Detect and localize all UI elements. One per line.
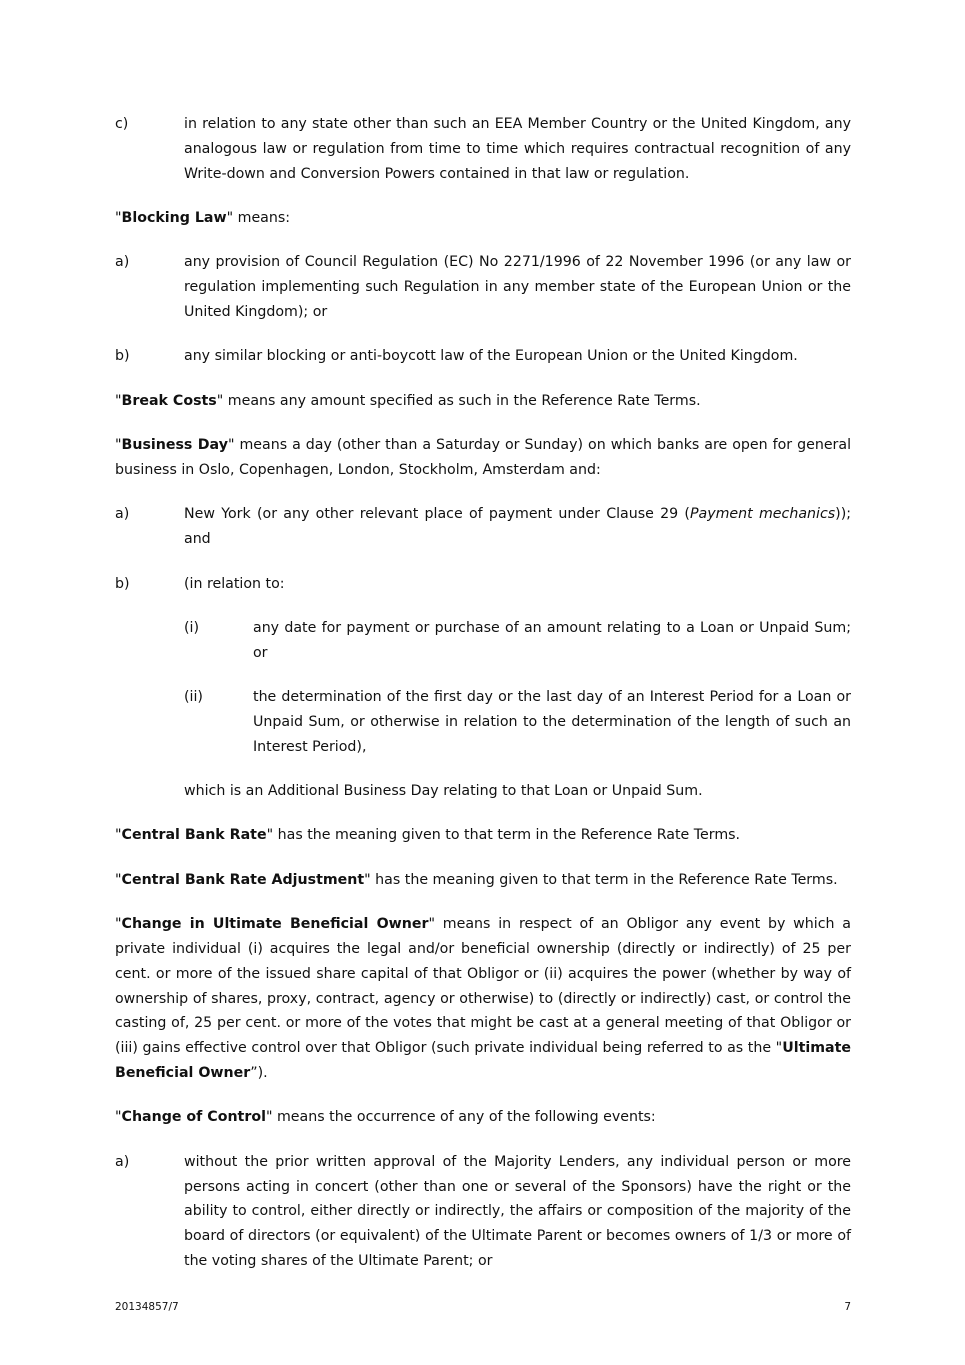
list-item-text: New York (or any other relevant place of payment under Clause 29 (	[184, 506, 690, 523]
quote-mark: "	[115, 1109, 122, 1126]
defined-term: Change of Control	[121, 1109, 266, 1126]
list-marker: a)	[115, 1153, 130, 1170]
defined-term: Central Bank Rate	[121, 827, 267, 844]
sub-item-i	[115, 616, 851, 666]
page-number: 7	[844, 1301, 851, 1313]
definition-change-in-ubo	[115, 912, 851, 1086]
sub-item-ii	[115, 685, 851, 759]
document-page	[115, 112, 851, 1293]
definition-text: ”).	[250, 1065, 268, 1082]
defined-term: Break Costs	[121, 392, 217, 409]
definition-central-bank-rate	[115, 823, 851, 848]
list-item-text: (in relation to:	[184, 575, 285, 592]
list-marker: b)	[115, 575, 130, 592]
quote-mark: "	[115, 827, 122, 844]
quote-mark: "	[115, 871, 122, 888]
sub-marker: (ii)	[184, 689, 203, 706]
quote-mark: "	[115, 437, 122, 454]
list-item-a	[115, 502, 851, 552]
continuation-text: which is an Additional Business Day relating to that Loan or Unpaid Sum.	[184, 783, 703, 800]
defined-term: Blocking Law	[121, 209, 227, 226]
list-item-text: without the prior written approval of the Majority Lenders, any individual person or more persons acting in concert (other than one or several of the Sponsors) have the right or the ability to control, either directly or indirectly, the affairs or composition of the majority of the board of directors (or equivalent) of the Ultimate Parent or becomes owners of 1/3 or more of the voting shares of the Ultimate Parent; or	[184, 1153, 851, 1269]
definition-blocking-law	[115, 206, 851, 231]
definition-text: " has the meaning given to that term in the Reference Rate Terms.	[266, 827, 741, 844]
list-item-b	[115, 344, 851, 369]
defined-term: Change in Ultimate Beneficial Owner	[121, 916, 429, 933]
definition-text: " means in respect of an Obligor any event by which a private individual (i) acquires the legal and/or beneficial ownership (directly or indirectly) of 25 per cent. or more of the issued share capital of that Obligor or (ii) acquires the power (whether by way of ownership of shares, proxy, contract, agency or otherwise) to (directly or indirectly) cast, or control the casting of, 25 per cent. or more of the votes that might be cast at a general meeting of that Obligor or (iii) gains effective control over that Obligor (such private individual being referred to as the "	[115, 916, 851, 1057]
defined-term: Central Bank Rate Adjustment	[121, 871, 365, 888]
definition-text: " means a day (other than a Saturday or Sunday) on which banks are open for general business in Oslo, Copenhagen, London, Stockholm, Amsterdam and:	[115, 437, 852, 478]
list-item-text: any provision of Council Regulation (EC) No 2271/1996 of 22 November 1996 (or any law or regulation implementing such Regulation in any member state of the European Union or the United Kingdom); or	[184, 254, 851, 320]
list-marker: b)	[115, 348, 130, 365]
sub-item-text: any date for payment or purchase of an amount relating to a Loan or Unpaid Sum; or	[253, 619, 851, 661]
definition-text: " means:	[226, 209, 291, 226]
quote-mark: "	[115, 392, 122, 409]
sub-item-text: the determination of the first day or the last day of an Interest Period for a Loan or Unpaid Sum, or otherwise in relation to the determination of the length of such an Interest Period),	[253, 689, 851, 755]
definition-business-day	[115, 433, 851, 483]
list-marker: a)	[115, 506, 130, 523]
defined-term: Business Day	[121, 437, 228, 454]
definition-change-of-control	[115, 1105, 851, 1130]
list-item-a	[115, 250, 851, 324]
list-item-a	[115, 1150, 851, 1274]
definition-text: " has the meaning given to that term in the Reference Rate Terms.	[364, 871, 838, 888]
list-item-text: )); and	[184, 506, 852, 548]
definition-break-costs	[115, 389, 851, 414]
quote-mark: "	[115, 209, 122, 226]
definition-text: " means any amount specified as such in the Reference Rate Terms.	[216, 392, 701, 409]
sub-marker: (i)	[184, 619, 200, 636]
list-marker: c)	[115, 116, 129, 132]
definition-text: " means the occurrence of any of the following events:	[265, 1109, 656, 1126]
defined-term: Ultimate Beneficial Owner	[115, 1040, 851, 1082]
list-item-c	[115, 112, 851, 186]
list-item-text: any similar blocking or anti-boycott law of the European Union or the United Kingdom.	[184, 348, 798, 365]
list-item-text: in relation to any state other than such an EEA Member Country or the United Kingdom, any analogous law or regulation from time to time which requires contractual recognition of any Write-down and Conversion Powers contained in that law or regulation.	[184, 116, 851, 182]
definition-central-bank-rate-adjustment	[115, 868, 851, 893]
clause-title: Payment mechanics	[689, 506, 836, 523]
document-reference: 20134857/7	[115, 1301, 179, 1313]
list-marker: a)	[115, 254, 130, 271]
quote-mark: "	[115, 916, 122, 933]
list-item-b	[115, 572, 851, 597]
